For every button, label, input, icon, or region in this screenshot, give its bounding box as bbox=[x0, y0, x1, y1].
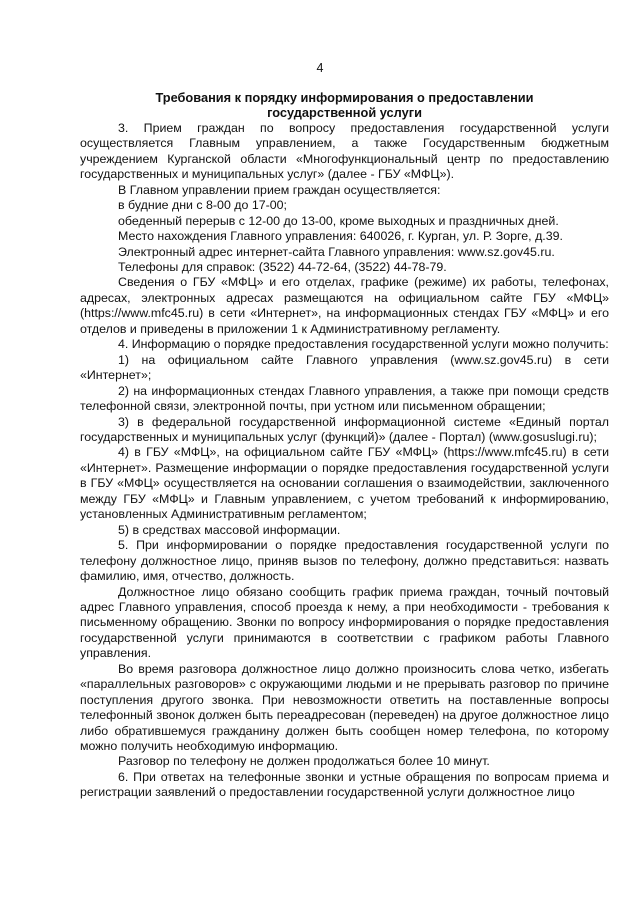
paragraph-call-duration: Разговор по телефону не должен продолжаться более 10 минут. bbox=[118, 754, 490, 769]
paragraph-phones: Телефоны для справок: (3522) 44-72-64, (3522) 44-78-79. bbox=[118, 259, 447, 274]
paragraph-6-answers: 6. При ответах на телефонные звонки и устные обращения по вопросам приема и регистрации заявлений о предоставлении государственной услуги должностное лицо bbox=[80, 769, 609, 800]
paragraph-lunch-break: обеденный перерыв с 12-00 до 13-00, кроме выходных и праздничных дней. bbox=[118, 213, 559, 228]
list-item-4-mfc: 4) в ГБУ «МФЦ», на официальном сайте ГБУ «МФЦ» (https://www.mfc45.ru) в сети «Интернет». Размещение информации о порядке предоставления государственной услуги в ГБУ «МФЦ» осуществляется на основании соглашения о взаимодействии, заключенного между ГБУ «МФЦ» и Главным управлением, с учетом требований к информированию, установленных Административным регламентом; bbox=[80, 445, 609, 522]
list-item-1-official-site: 1) на официальном сайте Главного управления (www.sz.gov45.ru) в сети «Интернет»; bbox=[80, 352, 609, 383]
paragraph-official-duties: Должностное лицо обязано сообщить график приема граждан, точный почтовый адрес Главного управления, способ проезда к нему, а при необходимости - требования к письменному обращению. Звонки по вопросу информирования о порядке предоставления государственной услуги принимаются в соответствии с графиком работы Главного управления. bbox=[80, 584, 609, 661]
paragraph-website: Электронный адрес интернет-сайта Главного управления: www.sz.gov45.ru. bbox=[118, 244, 555, 259]
paragraph-3-reception: 3. Прием граждан по вопросу предоставления государственной услуги осуществляется Главным управлением, а также Государственным бюджетным учреждением Курганской области «Многофункциональный центр по предоставлению государственных и муниципальных услуг» (далее - ГБУ «МФЦ»). bbox=[80, 120, 609, 182]
list-item-5-media: 5) в средствах массовой информации. bbox=[118, 522, 341, 537]
page-number: 4 bbox=[316, 61, 324, 75]
paragraph-mfc-info: Сведения о ГБУ «МФЦ» и его отделах, графике (режиме) их работы, телефонах, адресах, электронных адресах размещаются на официальном сайте ГБУ «МФЦ» (https://www.mfc45.ru) в сети «Интернет», на информационных стендах ГБУ «МФЦ» и его отделов и приведены в приложении 1 к Административному регламенту. bbox=[80, 275, 609, 336]
paragraph-location: Место нахождения Главного управления: 640026, г. Курган, ул. Р. Зорге, д.39. bbox=[118, 229, 563, 244]
paragraph-conversation-rules: Во время разговора должностное лицо должно произносить слова четко, избегать «параллельных разговоров» с окружающими людьми и не прерывать разговор по причине поступления другого звонка. При невозможности ответить на поставленные вопросы телефонный звонок должен быть переадресован (переведен) на другое должностное лицо либо обратившемуся гражданину должен быть сообщен номер телефона, по которому можно получить необходимую информацию. bbox=[80, 661, 609, 754]
section-title bbox=[80, 90, 609, 121]
paragraph-4-information: 4. Информацию о порядке предоставления государственной услуги можно получить: bbox=[118, 337, 609, 352]
document-body bbox=[80, 90, 609, 801]
paragraph-reception-schedule-intro: В Главном управлении прием граждан осуществляется: bbox=[118, 182, 441, 197]
paragraph-5-phone-info: 5. При информировании о порядке предоставления государственной услуги по телефону должностное лицо, приняв вызов по телефону, должно представиться: назвать фамилию, имя, отчество, должность. bbox=[80, 538, 609, 584]
list-item-3-portal: 3) в федеральной государственной информационной системе «Единый портал государственных и муниципальных услуг (функций)» (далее - Портал) (www.gosuslugi.ru); bbox=[80, 414, 609, 444]
list-item-2-stands: 2) на информационных стендах Главного управления, а также при помощи средств телефонной связи, электронной почты, при устном или письменном обращении; bbox=[80, 383, 609, 414]
section-title-line-1: Требования к порядку информирования о предоставлении bbox=[155, 90, 534, 105]
paragraph-weekday-hours: в будние дни с 8-00 до 17-00; bbox=[118, 198, 287, 213]
section-title-line-2: государственной услуги bbox=[267, 105, 422, 121]
